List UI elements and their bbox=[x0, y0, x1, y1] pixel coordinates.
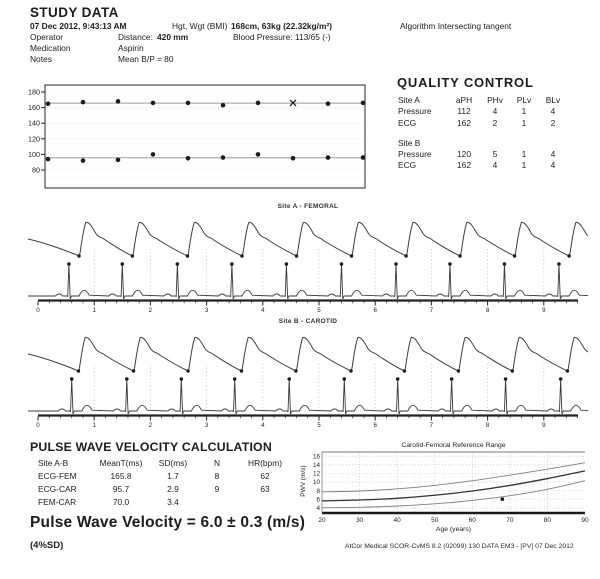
ref-curve-mean bbox=[322, 471, 585, 501]
ref-ytick-label: 14 bbox=[312, 462, 320, 470]
pressure-foot-marker bbox=[350, 254, 353, 257]
strip-tick-label: 0 bbox=[36, 307, 40, 314]
pwv-cell: 63 bbox=[260, 484, 270, 494]
pressure-foot-marker bbox=[77, 369, 80, 372]
pwv-cell: 62 bbox=[260, 471, 270, 481]
ecg-r-peak-marker bbox=[450, 377, 454, 381]
distance-value: 420 mm bbox=[157, 32, 189, 42]
trend-point bbox=[46, 101, 51, 106]
qc-cell: 1 bbox=[521, 160, 527, 171]
hgt-wgt-label: Hgt, Wgt (BMI) bbox=[172, 21, 228, 31]
pressure-foot-marker bbox=[349, 369, 352, 372]
site-a-strip-title: Site A - FEMORAL bbox=[277, 203, 339, 210]
quality-control-table bbox=[398, 95, 568, 172]
qc-cell: 1 bbox=[521, 117, 527, 128]
pressure-foot-marker bbox=[511, 369, 514, 372]
pwv-cell: ECG-CAR bbox=[38, 484, 77, 494]
pressure-foot-marker bbox=[131, 254, 134, 257]
qc-siteb-cell bbox=[538, 138, 568, 149]
strip-tick-label: 7 bbox=[429, 422, 434, 429]
pressure-foot-marker bbox=[404, 254, 407, 257]
qc-siteb-row bbox=[398, 138, 568, 149]
quality-control-title: QUALITY CONTROL bbox=[397, 75, 534, 90]
qc-row bbox=[398, 160, 568, 171]
ref-yaxis-label: PWV (m/s) bbox=[300, 465, 307, 497]
qc-siteb-cell: Site B bbox=[398, 137, 421, 148]
site-b-carotid-waveform bbox=[28, 328, 588, 430]
pwv-calc-title: PULSE WAVE VELOCITY CALCULATION bbox=[30, 440, 272, 454]
reference-chart-title: Carotid-Femoral Reference Range bbox=[401, 442, 506, 449]
strip-tick-label: 3 bbox=[204, 307, 209, 314]
site-b-strip-title: Site B - CAROTID bbox=[278, 318, 338, 325]
ecg-r-peak-marker bbox=[176, 262, 180, 266]
ref-xtick-label: 80 bbox=[543, 517, 552, 525]
pressure-foot-marker bbox=[77, 254, 80, 257]
strip-tick-label: 7 bbox=[429, 307, 434, 314]
pressure-foot-marker bbox=[457, 369, 460, 372]
ref-xtick-label: 60 bbox=[468, 517, 476, 525]
qc-siteb-cell bbox=[448, 138, 480, 149]
trend-ytick-label: 100 bbox=[28, 149, 40, 159]
ref-curve-lower bbox=[322, 481, 585, 508]
ecg-r-peak-marker bbox=[557, 262, 561, 266]
ref-ytick-label: 16 bbox=[312, 453, 320, 461]
pressure-trace bbox=[28, 337, 588, 371]
ref-ytick-label: 10 bbox=[312, 479, 320, 487]
ecg-trace bbox=[28, 379, 588, 414]
pressure-foot-marker bbox=[240, 369, 243, 372]
reference-range-chart bbox=[298, 440, 592, 540]
ref-ytick-label: 4 bbox=[316, 504, 320, 512]
pwv-cell bbox=[196, 496, 238, 509]
medication-label: Medication bbox=[30, 43, 71, 53]
strip-tick-label: 6 bbox=[373, 307, 377, 314]
pwv-cell: 95.7 bbox=[112, 484, 130, 494]
ecg-r-peak-marker bbox=[180, 377, 184, 381]
ref-xtick-label: 20 bbox=[318, 517, 326, 525]
trend-point bbox=[81, 158, 86, 163]
ecg-r-peak-marker bbox=[504, 377, 508, 381]
trend-point bbox=[291, 156, 296, 161]
ref-ytick-label: 12 bbox=[312, 470, 320, 478]
strip-tick-label: 6 bbox=[373, 422, 377, 429]
qc-header-cell: PHv bbox=[487, 95, 503, 105]
pwv-cell: 1.7 bbox=[167, 471, 179, 481]
pressure-foot-marker bbox=[567, 254, 570, 257]
study-datetime: 07 Dec 2012, 9:43:13 AM bbox=[30, 21, 127, 31]
strip-tick-label: 2 bbox=[148, 422, 153, 429]
ecg-r-peak-marker bbox=[394, 262, 398, 266]
medication-value: Aspirin bbox=[118, 43, 144, 53]
ref-xtick-label: 70 bbox=[506, 517, 514, 525]
ecg-trace bbox=[28, 264, 588, 299]
ref-patient-point bbox=[501, 498, 504, 501]
hgt-wgt-value: 168cm, 63kg (22.32kg/m²) bbox=[231, 21, 333, 31]
qc-row bbox=[398, 106, 568, 117]
pressure-foot-marker bbox=[513, 254, 516, 257]
trend-ytick-label: 80 bbox=[32, 165, 40, 175]
qc-header-cell: aPH bbox=[455, 95, 473, 105]
strip-tick-label: 1 bbox=[92, 307, 96, 314]
qc-cell: ECG bbox=[398, 160, 417, 171]
strip-tick-label: 9 bbox=[542, 307, 546, 314]
trend-ytick-label: 160 bbox=[28, 103, 40, 113]
qc-cell: 2 bbox=[550, 117, 556, 128]
pwv-row bbox=[38, 470, 292, 483]
pressure-foot-marker bbox=[186, 369, 189, 372]
pwv-row bbox=[38, 483, 292, 496]
ecg-r-peak-marker bbox=[287, 377, 291, 381]
qc-cell: 162 bbox=[457, 117, 471, 128]
interval-trend-chart bbox=[20, 82, 370, 195]
pwv-result-text: Pulse Wave Velocity = 6.0 ± 0.3 (m/s) bbox=[30, 514, 306, 531]
pwv-row bbox=[38, 496, 292, 509]
blood-pressure-text: Blood Pressure: 113/65 (-) bbox=[233, 32, 331, 42]
strip-tick-label: 0 bbox=[36, 422, 40, 429]
trend-point bbox=[326, 101, 331, 106]
ecg-r-peak-marker bbox=[559, 377, 563, 381]
pwv-header-cell: Site A-B bbox=[38, 458, 69, 468]
trend-point bbox=[221, 103, 226, 108]
pwv-cell: 8 bbox=[214, 471, 220, 481]
trend-point bbox=[361, 101, 366, 106]
trend-ytick-label: 140 bbox=[28, 118, 40, 128]
qc-cell: 4 bbox=[492, 106, 498, 117]
qc-cell: 4 bbox=[550, 160, 556, 171]
algorithm-text: Algorithm Intersecting tangent bbox=[400, 21, 512, 31]
strip-tick-label: 8 bbox=[485, 307, 490, 314]
ecg-r-peak-marker bbox=[233, 377, 237, 381]
qc-siteb-cell bbox=[480, 138, 510, 149]
notes-value: Mean B/P = 80 bbox=[118, 54, 174, 64]
qc-siteb-cell bbox=[510, 138, 538, 149]
trend-point bbox=[256, 101, 261, 106]
ecg-r-peak-marker bbox=[67, 262, 71, 266]
pwv-cell: ECG-FEM bbox=[38, 471, 77, 481]
qc-header-cell: BLv bbox=[545, 95, 561, 105]
strip-tick-label: 8 bbox=[485, 422, 490, 429]
notes-label: Notes bbox=[30, 54, 52, 64]
pwv-header-row bbox=[38, 457, 292, 470]
ecg-r-peak-marker bbox=[125, 377, 129, 381]
ref-xtick-label: 90 bbox=[581, 517, 589, 525]
ref-xtick-label: 50 bbox=[431, 517, 439, 525]
trend-point bbox=[256, 152, 261, 157]
strip-tick-label: 9 bbox=[542, 422, 546, 429]
distance-label: Distance: bbox=[118, 32, 153, 42]
trend-point bbox=[116, 158, 121, 163]
ecg-r-peak-marker bbox=[396, 377, 400, 381]
ref-xtick-label: 40 bbox=[393, 517, 401, 525]
ecg-r-peak-marker bbox=[121, 262, 125, 266]
pwv-header-cell: HR(bpm) bbox=[248, 458, 282, 468]
ecg-r-peak-marker bbox=[503, 262, 507, 266]
strip-tick-label: 4 bbox=[261, 307, 265, 314]
strip-tick-label: 1 bbox=[92, 422, 96, 429]
pwv-cell: 2.9 bbox=[167, 484, 179, 494]
qc-cell: 162 bbox=[457, 160, 471, 171]
pwv-cell bbox=[238, 496, 292, 509]
operator-label: Operator bbox=[30, 32, 64, 42]
strip-tick-label: 5 bbox=[317, 307, 321, 314]
pwv-cell: 165.8 bbox=[110, 471, 132, 481]
trend-point bbox=[116, 99, 121, 104]
qc-cell: ECG bbox=[398, 117, 417, 128]
ref-xtick-label: 30 bbox=[355, 517, 364, 525]
trend-point bbox=[361, 155, 366, 160]
ecg-r-peak-marker bbox=[342, 377, 346, 381]
pressure-foot-marker bbox=[458, 254, 461, 257]
pwv-sd-text: (4%SD) bbox=[30, 540, 64, 551]
strip-tick-label: 4 bbox=[261, 422, 265, 429]
ecg-r-peak-marker bbox=[285, 262, 289, 266]
ecg-r-peak-marker bbox=[448, 262, 452, 266]
pwv-header-cell: SD(ms) bbox=[158, 458, 188, 468]
trend-point bbox=[326, 155, 331, 160]
trend-point bbox=[186, 156, 191, 161]
pwv-cell: FEM-CAR bbox=[38, 497, 77, 507]
trend-point bbox=[151, 101, 156, 106]
ref-ytick-label: 8 bbox=[316, 487, 320, 495]
trend-point bbox=[46, 157, 51, 162]
qc-cell: Pressure bbox=[398, 149, 432, 160]
trend-point bbox=[221, 155, 226, 160]
trend-ytick-label: 120 bbox=[28, 134, 40, 144]
qc-cell: Pressure bbox=[398, 106, 432, 117]
ecg-r-peak-marker bbox=[230, 262, 234, 266]
qc-cell: 120 bbox=[457, 149, 471, 160]
qc-header-cell: PLv bbox=[516, 95, 532, 105]
qc-cell: 4 bbox=[492, 160, 498, 171]
pressure-foot-marker bbox=[403, 369, 406, 372]
qc-cell: 4 bbox=[550, 106, 556, 117]
qc-cell: 4 bbox=[550, 149, 556, 160]
trend-plot-border bbox=[45, 85, 365, 188]
qc-row bbox=[398, 118, 568, 129]
pressure-trace bbox=[28, 222, 588, 256]
report-footer: AtCor Medical SCOR-CvMS 8.2 (02099) 130 DATA EM3 - [PV] 07 Dec 2012 bbox=[345, 543, 574, 550]
qc-header-cell: Site A bbox=[398, 95, 420, 105]
ref-xaxis-label: Age (years) bbox=[435, 526, 472, 534]
pressure-foot-marker bbox=[132, 369, 135, 372]
page-title: STUDY DATA bbox=[30, 5, 119, 20]
trend-point bbox=[151, 152, 156, 157]
strip-tick-label: 5 bbox=[317, 422, 321, 429]
ecg-r-peak-marker bbox=[70, 377, 74, 381]
pwv-header-cell: N bbox=[213, 458, 221, 468]
trend-point bbox=[81, 100, 86, 105]
qc-cell: 5 bbox=[492, 149, 498, 160]
qc-cell: 1 bbox=[521, 106, 527, 117]
pwv-calc-table bbox=[38, 457, 292, 509]
trend-point bbox=[186, 101, 191, 106]
strip-tick-label: 2 bbox=[148, 307, 153, 314]
site-a-femoral-waveform bbox=[28, 213, 588, 315]
qc-row bbox=[398, 149, 568, 160]
trend-ytick-label: 180 bbox=[28, 87, 40, 97]
pwv-cell: 70.0 bbox=[112, 497, 130, 507]
pressure-foot-marker bbox=[186, 254, 189, 257]
pwv-cell: 3.4 bbox=[167, 497, 179, 507]
qc-cell: 112 bbox=[457, 106, 471, 117]
qc-cell: 1 bbox=[521, 149, 527, 160]
pressure-foot-marker bbox=[294, 369, 297, 372]
qc-header-row bbox=[398, 95, 568, 106]
ecg-r-peak-marker bbox=[340, 262, 344, 266]
ref-curve-upper bbox=[322, 463, 585, 492]
pressure-foot-marker bbox=[240, 254, 243, 257]
pwv-cell: 9 bbox=[214, 484, 220, 494]
pwv-header-cell: MeanT(ms) bbox=[99, 458, 143, 468]
pressure-foot-marker bbox=[295, 254, 298, 257]
strip-tick-label: 3 bbox=[204, 422, 209, 429]
ref-ytick-label: 6 bbox=[316, 496, 320, 504]
qc-cell: 2 bbox=[492, 117, 498, 128]
pressure-foot-marker bbox=[566, 369, 569, 372]
